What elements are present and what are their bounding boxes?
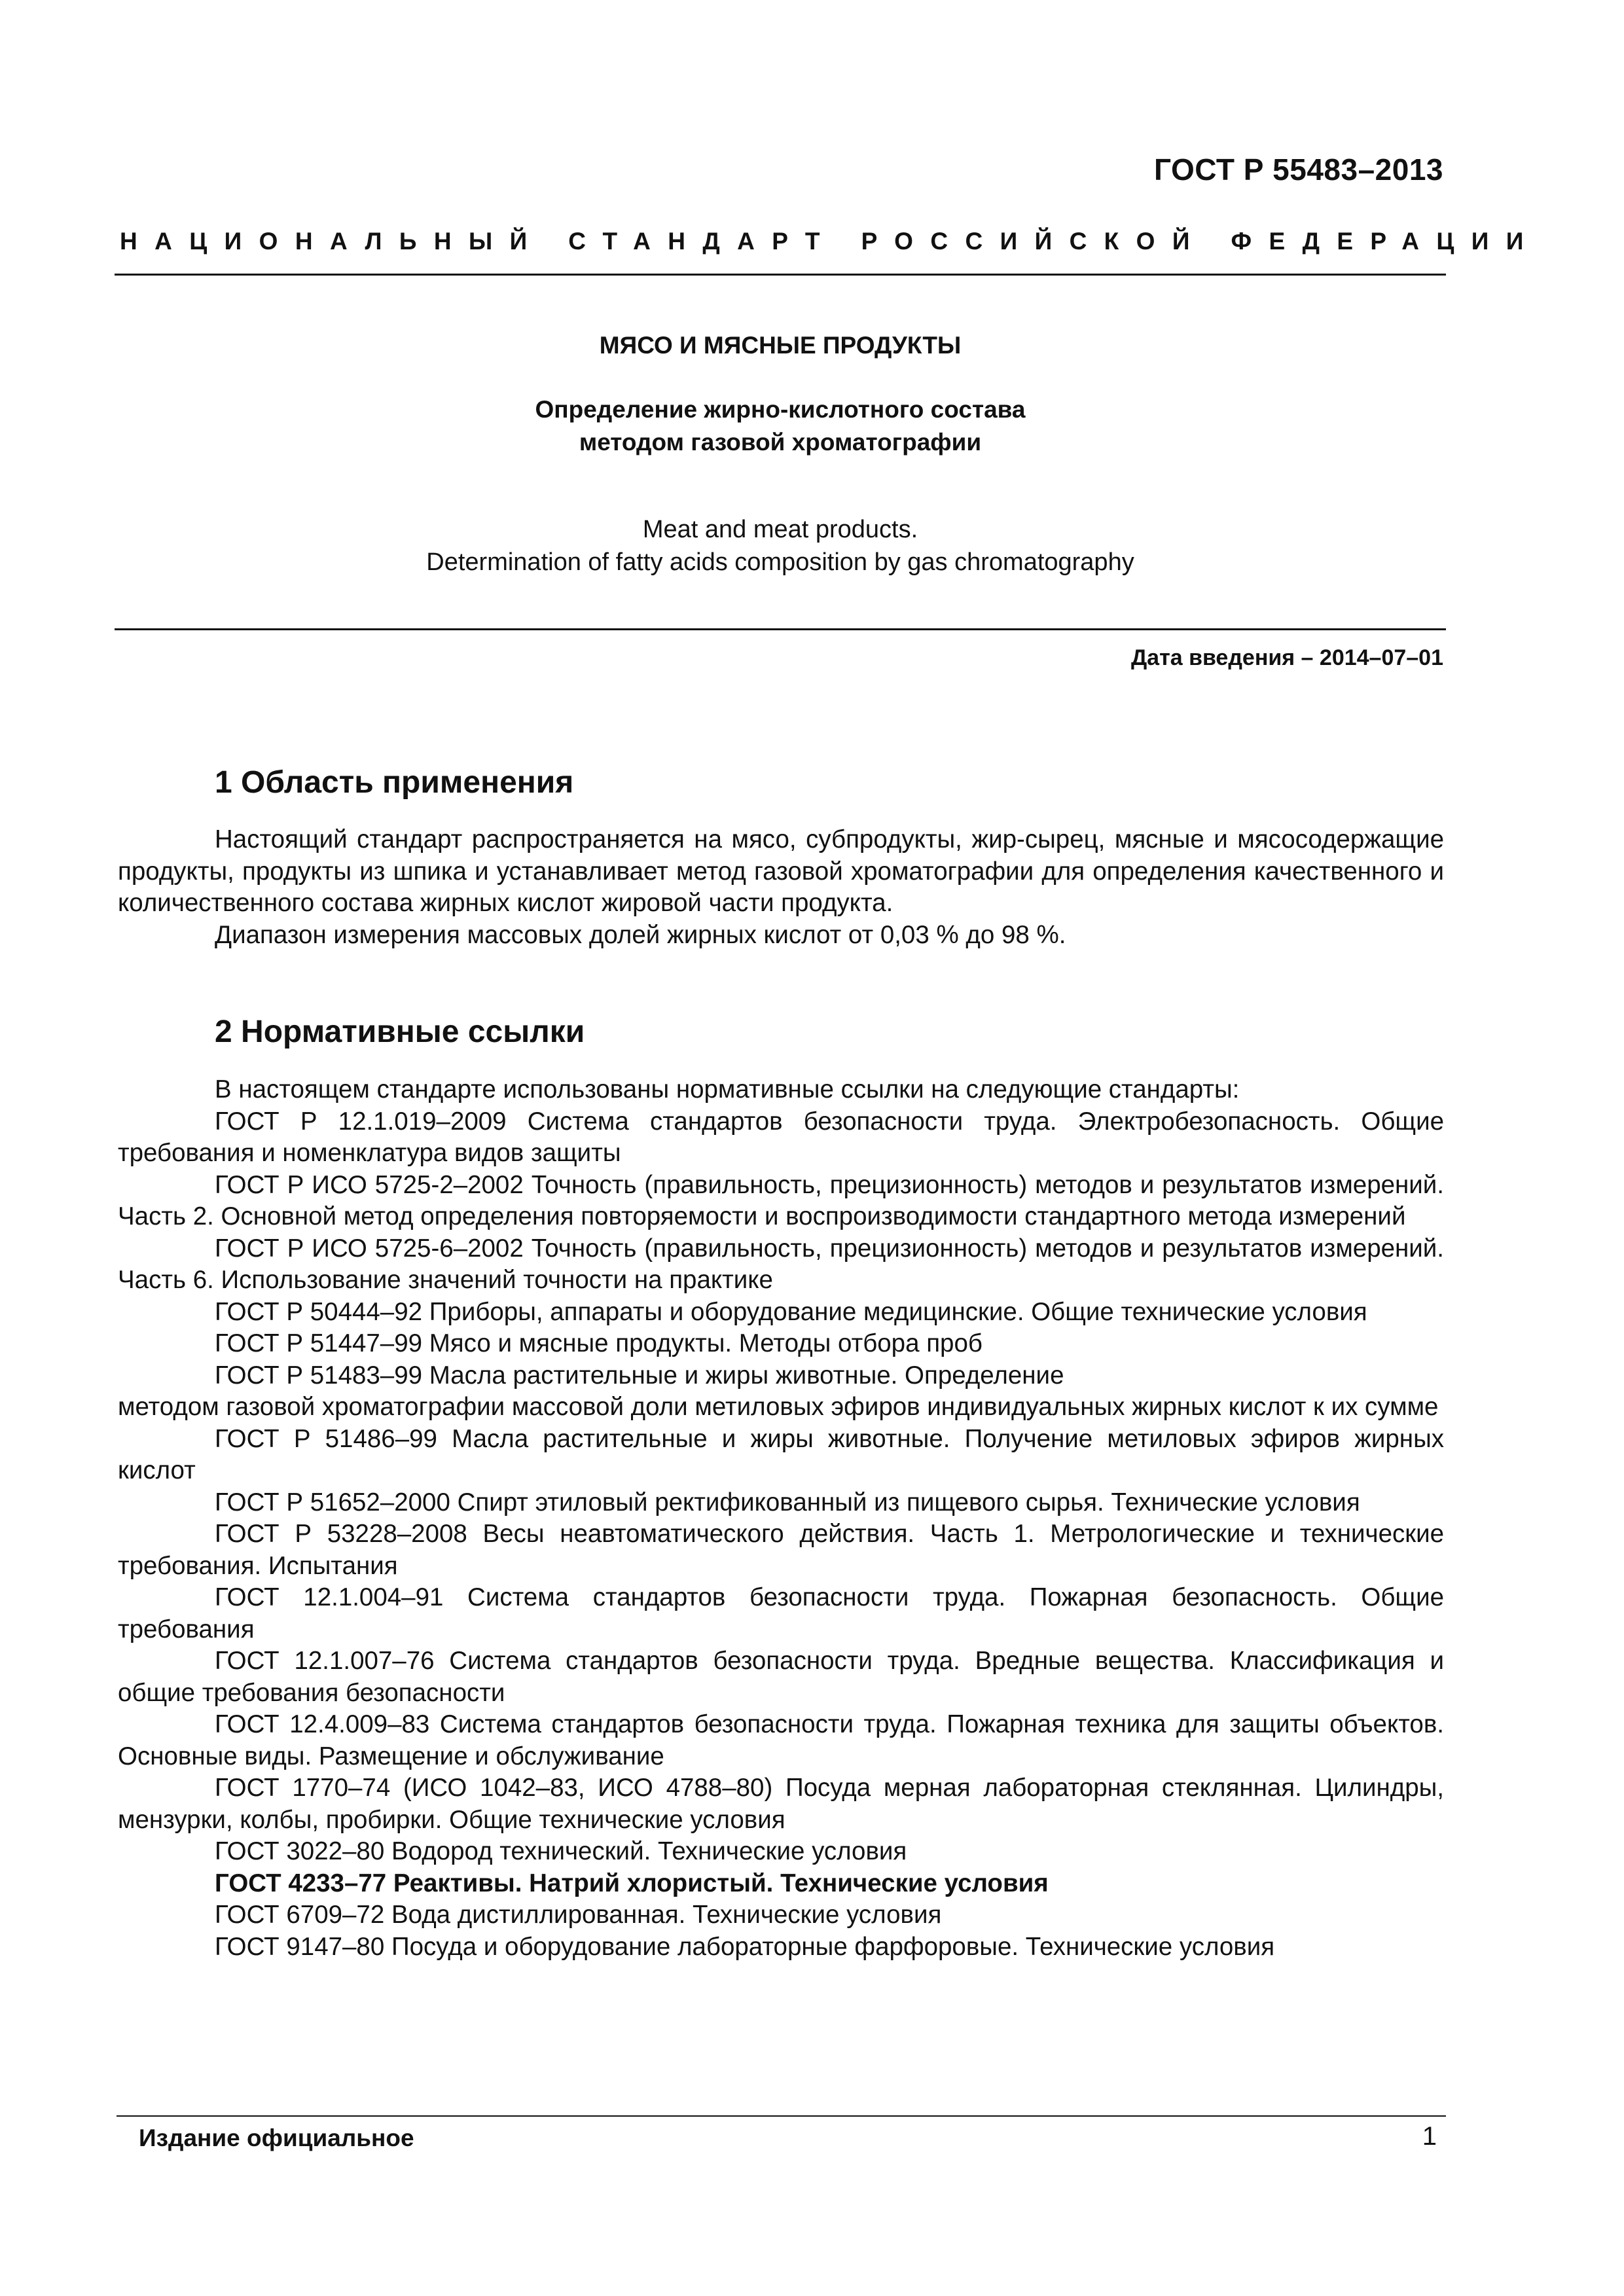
section-1-heading: 1 Область применения	[215, 765, 574, 800]
section-1-paragraph: Диапазон измерения массовых долей жирных кислот от 0,03 % до 98 %.	[215, 920, 1066, 949]
page-number: 1	[1422, 2122, 1437, 2151]
official-edition-label: Издание официальное	[139, 2125, 414, 2151]
reference-item: ГОСТ Р 12.1.019–2009 Система стандартов безопасности труда. Электробезопасность. Общие требования и номенклатура видов защиты	[118, 1107, 1444, 1167]
section-2-body	[118, 1074, 1444, 1963]
document-subtitle	[115, 393, 1446, 459]
reference-item: ГОСТ Р 50444–92 Приборы, аппараты и оборудование медицинские. Общие технические условия	[215, 1297, 1367, 1326]
reference-item: ГОСТ 12.1.007–76 Система стандартов безопасности труда. Вредные вещества. Классификация и общие требования безопасности	[118, 1647, 1444, 1707]
section-1-paragraph: Настоящий стандарт распространяется на мясо, субпродукты, жир-сырец, мясные и мясосодержащие продукты, продукты из шпика и устанавливает метод газовой хроматографии для определения качественного и количественного состава жирных кислот жировой части продукта.	[118, 825, 1444, 917]
footer-divider	[117, 2115, 1446, 2117]
english-title-line-2: Determination of fatty acids composition by gas chromatography	[426, 548, 1134, 576]
reference-item: ГОСТ Р 51447–99 Мясо и мясные продукты. Методы отбора проб	[215, 1329, 983, 1357]
reference-item: ГОСТ Р 51483–99 Масла растительные и жиры животные. Определение	[215, 1361, 1064, 1390]
reference-item-continuation: методом газовой хроматографии массовой доли метиловых эфиров индивидуальных жирных кислот к их сумме	[118, 1393, 1439, 1421]
introduction-date: Дата введения – 2014–07–01	[1130, 645, 1443, 670]
header-divider	[115, 274, 1446, 276]
national-standard-banner: НАЦИОНАЛЬНЫЙ СТАНДАРТ РОССИЙСКОЙ ФЕДЕРАЦИИ	[120, 228, 1541, 255]
document-title: МЯСО И МЯСНЫЕ ПРОДУКТЫ	[599, 332, 962, 359]
title-divider	[115, 628, 1446, 630]
english-title-line-1: Meat and meat products.	[642, 516, 918, 543]
english-title	[115, 513, 1446, 579]
reference-item: ГОСТ Р ИСО 5725-6–2002 Точность (правильность, прецизионность) методов и результатов измерений. Часть 6. Использование значений точности на практике	[118, 1234, 1444, 1294]
reference-item: ГОСТ Р ИСО 5725-2–2002 Точность (правильность, прецизионность) методов и результатов измерений. Часть 2. Основной метод определения повторяемости и воспроизводимости стандартного метода измерений	[118, 1170, 1444, 1230]
reference-item: ГОСТ 9147–80 Посуда и оборудование лабораторные фарфоровые. Технические условия	[215, 1932, 1275, 1961]
reference-item-bold: ГОСТ 4233–77 Реактивы. Натрий хлористый. Технические условия	[215, 1869, 1049, 1897]
reference-item: ГОСТ 12.1.004–91 Система стандартов безопасности труда. Пожарная безопасность. Общие требования	[118, 1583, 1444, 1643]
reference-item: ГОСТ 12.4.009–83 Система стандартов безопасности труда. Пожарная техника для защиты объектов. Основные виды. Размещение и обслуживание	[118, 1710, 1444, 1770]
reference-intro: В настоящем стандарте использованы нормативные ссылки на следующие стандарты:	[215, 1075, 1240, 1103]
reference-item: ГОСТ 1770–74 (ИСО 1042–83, ИСО 4788–80) Посуда мерная лабораторная стеклянная. Цилиндры, мензурки, колбы, пробирки. Общие технические условия	[118, 1774, 1444, 1834]
subtitle-line-1: Определение жирно-кислотного состава	[535, 396, 1026, 423]
section-2-heading: 2 Нормативные ссылки	[215, 1014, 585, 1049]
reference-item: ГОСТ Р 51652–2000 Спирт этиловый ректификованный из пищевого сырья. Технические условия	[215, 1488, 1360, 1516]
reference-item: ГОСТ Р 51486–99 Масла растительные и жиры животные. Получение метиловых эфиров жирных кислот	[118, 1424, 1444, 1484]
subtitle-line-2: методом газовой хроматографии	[579, 429, 982, 456]
reference-item: ГОСТ Р 53228–2008 Весы неавтоматического действия. Часть 1. Метрологические и технические требования. Испытания	[118, 1520, 1444, 1580]
section-1-body	[118, 824, 1444, 951]
standard-number: ГОСТ Р 55483–2013	[1154, 152, 1443, 187]
reference-item: ГОСТ 6709–72 Вода дистиллированная. Технические условия	[215, 1901, 942, 1929]
reference-item: ГОСТ 3022–80 Водород технический. Технические условия	[215, 1837, 907, 1865]
